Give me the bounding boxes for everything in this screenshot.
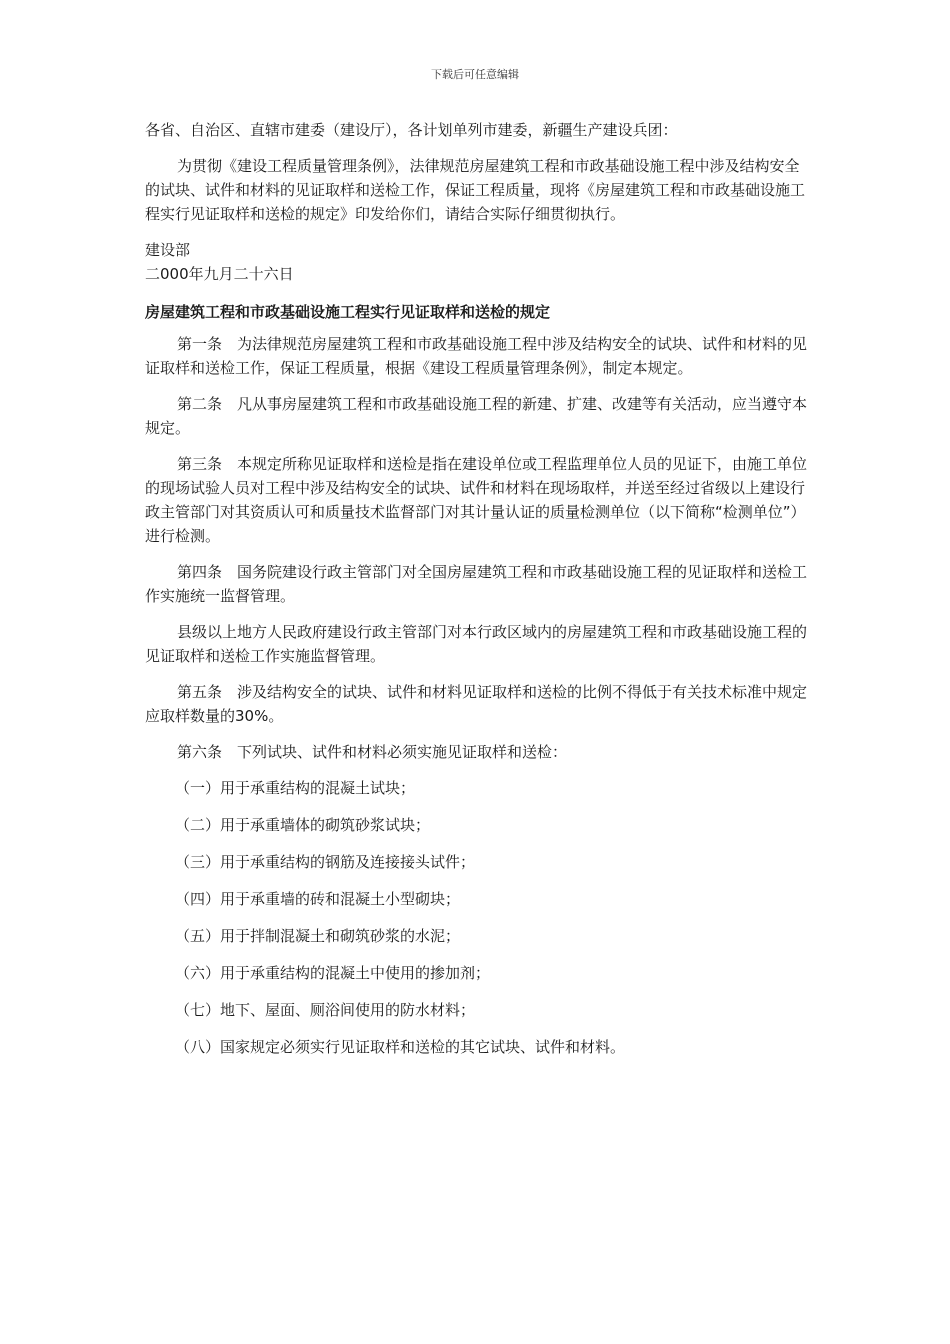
- list-item: （六）用于承重结构的混凝土中使用的掺加剂；: [175, 964, 491, 982]
- article-1: 第一条 为法律规范房屋建筑工程和市政基础设施工程中涉及结构安全的试块、试件和材料的见证取样和送检工作，保证工程质量，根据《建设工程质量管理条例》，制定本规定。: [145, 335, 808, 377]
- list-item: （二）用于承重墙体的砌筑砂浆试块；: [175, 816, 431, 834]
- document-body: [145, 118, 811, 1059]
- article-2: 第二条 凡从事房屋建筑工程和市政基础设施工程的新建、扩建、改建等有关活动，应当遵守本规定。: [145, 395, 808, 437]
- list-item: （三）用于承重结构的钢筋及连接接头试件；: [175, 853, 476, 871]
- article-5: 第五条 涉及结构安全的试块、试件和材料见证取样和送检的比例不得低于有关技术标准中规定应取样数量的30%。: [145, 683, 808, 725]
- article-3: 第三条 本规定所称见证取样和送检是指在建设单位或工程监理单位人员的见证下，由施工单位的现场试验人员对工程中涉及结构安全的试块、试件和材料在现场取样，并送至经过省级以上建设行政主管部门对其资质认可和质量技术监督部门对其计量认证的质量检测单位（以下简称“检测单位”）进行检测。: [145, 455, 808, 545]
- list-item: （八）国家规定必须实行见证取样和送检的其它试块、试件和材料。: [175, 1038, 626, 1056]
- list-item: （四）用于承重墙的砖和混凝土小型砌块；: [175, 890, 461, 908]
- article-6: 第六条 下列试块、试件和材料必须实施见证取样和送检：: [177, 743, 568, 761]
- letter-date: 二000年九月二十六日: [145, 265, 294, 283]
- letter-salutation: 各省、自治区、直辖市建委（建设厅），各计划单列市建委，新疆生产建设兵团：: [145, 121, 678, 139]
- regulation-title: 房屋建筑工程和市政基础设施工程实行见证取样和送检的规定: [145, 303, 551, 321]
- letter-signer: 建设部: [145, 241, 191, 259]
- page-header-note: 下载后可任意编辑: [431, 68, 519, 81]
- article-4: 第四条 国务院建设行政主管部门对全国房屋建筑工程和市政基础设施工程的见证取样和送检工作实施统一监督管理。: [145, 563, 808, 605]
- list-item: （七）地下、屋面、厕浴间使用的防水材料；: [175, 1001, 476, 1019]
- list-item: （五）用于拌制混凝土和砌筑砂浆的水泥；: [175, 927, 461, 945]
- list-item: （一）用于承重结构的混凝土试块；: [175, 779, 416, 797]
- letter-body: 为贯彻《建设工程质量管理条例》，法律规范房屋建筑工程和市政基础设施工程中涉及结构安全的试块、试件和材料的见证取样和送检工作，保证工程质量，现将《房屋建筑工程和市政基础设施工程实行见证取样和送检的规定》印发给你们，请结合实际仔细贯彻执行。: [145, 157, 806, 223]
- article-4-para-2: 县级以上地方人民政府建设行政主管部门对本行政区域内的房屋建筑工程和市政基础设施工程的见证取样和送检工作实施监督管理。: [145, 623, 808, 665]
